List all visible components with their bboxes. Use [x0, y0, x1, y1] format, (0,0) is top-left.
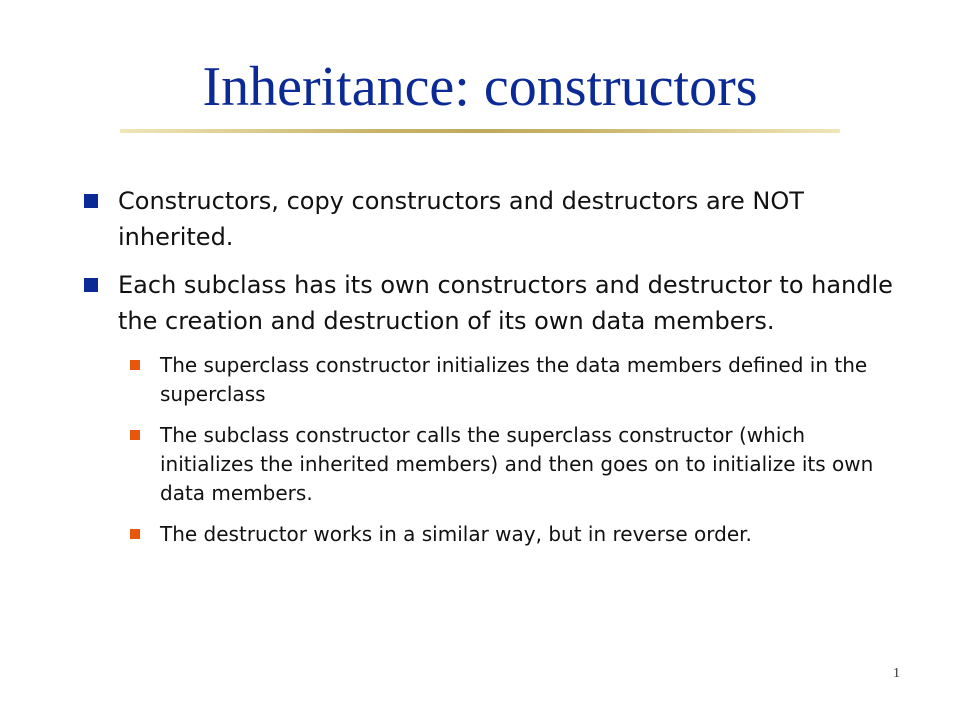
- square-bullet-icon: [130, 360, 140, 370]
- title-underline: [120, 129, 840, 133]
- sub-bullet-text: The subclass constructor calls the superclass constructor (which initializes the inherited members) and then goes on to initialize its own data members.: [160, 423, 874, 505]
- page-number: 1: [893, 666, 900, 681]
- bullet-item: [84, 183, 894, 255]
- sub-bullet-text: The superclass constructor initializes the data members defined in the superclass: [160, 353, 868, 406]
- bullet-text: Each subclass has its own constructors and destructor to handle the creation and destruction of its own data members.: [118, 271, 893, 335]
- square-bullet-icon: [84, 278, 98, 292]
- sub-bullet-list: [84, 351, 894, 549]
- slide-title: Inheritance: constructors: [202, 56, 758, 118]
- square-bullet-icon: [130, 529, 140, 539]
- bullet-text: Constructors, copy constructors and destructors are NOT inherited.: [118, 187, 804, 251]
- slide-body: [84, 183, 894, 561]
- sub-bullet-item: [84, 421, 894, 508]
- sub-bullet-text: The destructor works in a similar way, but in reverse order.: [160, 522, 752, 546]
- square-bullet-icon: [84, 194, 98, 208]
- sub-bullet-item: [84, 520, 894, 549]
- sub-bullet-item: [84, 351, 894, 409]
- bullet-item: [84, 267, 894, 339]
- square-bullet-icon: [130, 430, 140, 440]
